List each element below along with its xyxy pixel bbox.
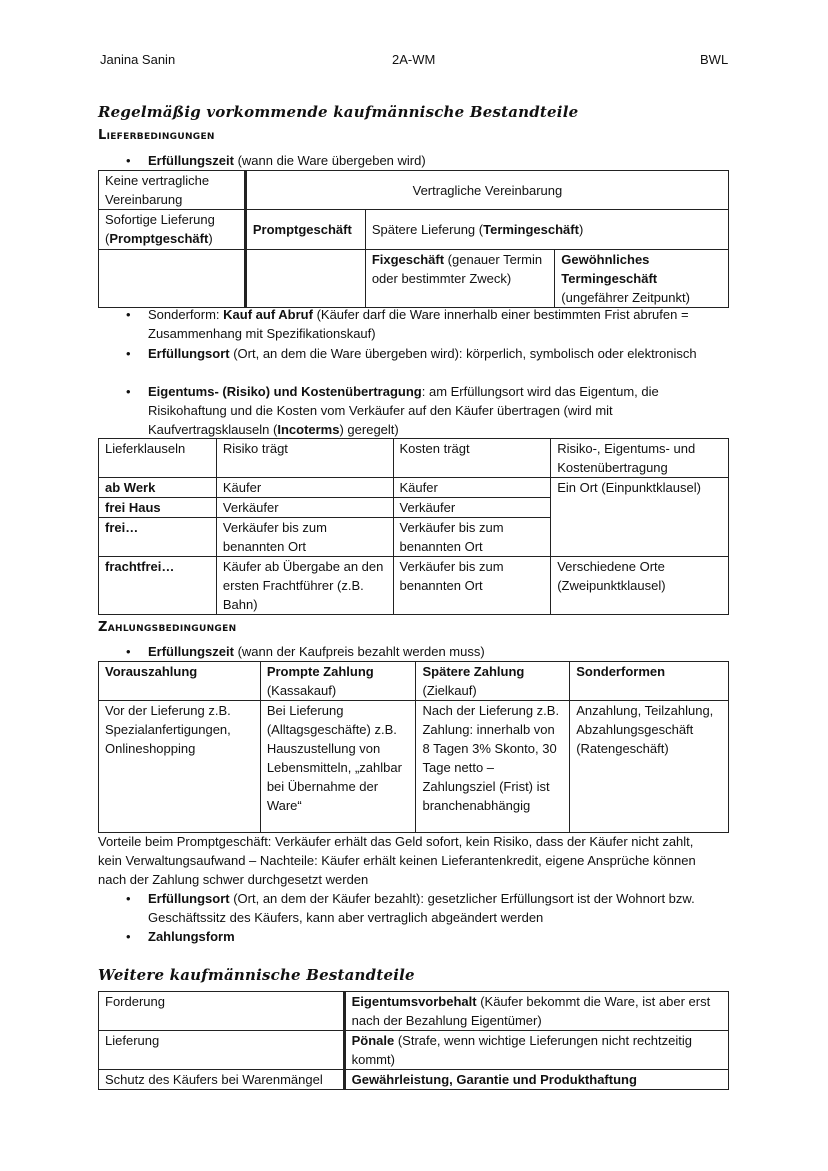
header-lieferklauseln: Lieferklauseln — [99, 439, 217, 478]
table-row-clause: frachtfrei… — [99, 557, 217, 615]
bullet-dot: • — [126, 644, 131, 659]
cell-spaetere-zahlung: Nach der Lieferung z.B. Zahlung: innerhalb von 8 Tagen 3% Skonto, 30 Tage netto – Zahlungsziel (Frist) ist branchenabhängig — [416, 701, 570, 833]
header-prompte-zahlung: Prompte Zahlung (Kassakauf) — [260, 662, 416, 701]
cell-sofortige-lieferung: Sofortige Lieferung (Promptgeschäft) — [99, 210, 246, 250]
cell-empty — [99, 250, 246, 308]
cell-zweipunktklausel: Verschiedene Orte (Zweipunktklausel) — [551, 557, 729, 615]
header-subject: BWL — [700, 52, 729, 67]
section-heading-lieferbedingungen: Lieferbedingungen — [98, 128, 215, 143]
cell-poenale: Pönale (Strafe, wenn wichtige Lieferungen nicht rechtzeitig kommt) — [344, 1031, 728, 1070]
header-uebertragung: Risiko-, Eigentums- und Kostenübertragung — [551, 439, 729, 478]
table-row-cost: Verkäufer — [393, 498, 551, 518]
cell-sonderformen: Anzahlung, Teilzahlung, Abzahlungsgeschäft (Ratengeschäft) — [570, 701, 729, 833]
cell-vertragliche-vereinbarung: Vertragliche Vereinbarung — [245, 171, 728, 210]
table-row-clause: frei Haus — [99, 498, 217, 518]
cell-promptgeschaeft: Promptgeschäft — [245, 210, 365, 250]
cell-gewaehrleistung: Gewährleistung, Garantie und Produkthaftung — [344, 1070, 728, 1090]
cell-spaetere-lieferung: Spätere Lieferung (Termingeschäft) — [365, 210, 728, 250]
cell-forderung: Forderung — [99, 992, 345, 1031]
cell-einpunktklausel: Ein Ort (Einpunktklausel) — [551, 478, 729, 557]
bullet-kauf-auf-abruf: • Sonderform: Kauf auf Abruf (Käufer darf die Ware innerhalb einer bestimmten Frist abrufen = Zusammenhang mit Spezifikationskauf) — [126, 307, 689, 341]
paragraph-promptgeschaeft: Vorteile beim Promptgeschäft: Verkäufer erhält das Geld sofort, kein Risiko, dass der Käufer nicht zahlt, kein Verwaltungsaufwand – Nachteile: Käufer erhält keinen Lieferantenkredit, eigene Ansprüche können nach der Zahlung schwer durchgesetzt werden — [98, 834, 696, 887]
table-row-risk: Käufer — [216, 478, 393, 498]
table-row-clause: frei… — [99, 518, 217, 557]
bullet-erfuellungsort-liefer: • Erfüllungsort (Ort, an dem die Ware übergeben wird): körperlich, symbolisch oder elektronisch — [126, 346, 697, 361]
bullet-dot: • — [126, 384, 131, 399]
bullet-eigentumsuebertragung: • Eigentums- (Risiko) und Kostenübertragung: am Erfüllungsort wird das Eigentum, die Risikohaftung und die Kosten vom Verkäufer auf den Käufer übertragen (wird mit Kaufvertragsklauseln (Incoterms) geregelt) — [126, 384, 659, 437]
header-vorauszahlung: Vorauszahlung — [99, 662, 261, 701]
section-title-weitere: Weitere kaufmännische Bestandteile — [98, 966, 415, 984]
header-spaetere-zahlung: Spätere Zahlung (Zielkauf) — [416, 662, 570, 701]
cell-lieferung: Lieferung — [99, 1031, 345, 1070]
bullet-dot: • — [126, 153, 131, 168]
header-sonderformen: Sonderformen — [570, 662, 729, 701]
header-class: 2A-WM — [392, 52, 436, 67]
bullet-erfuellungszeit-liefer: • Erfüllungszeit (wann die Ware übergeben wird) — [126, 153, 426, 168]
header-risiko: Risiko trägt — [216, 439, 393, 478]
page-title: Regelmäßig vorkommende kaufmännische Bestandteile — [98, 103, 579, 121]
bullet-dot: • — [126, 929, 131, 944]
table-erfuellungszeit — [98, 170, 729, 308]
table-row-risk: Käufer ab Übergabe an den ersten Frachtführer (z.B. Bahn) — [216, 557, 393, 615]
bullet-dot: • — [126, 307, 131, 322]
header-author: Janina Sanin — [100, 52, 176, 67]
table-lieferklauseln — [98, 438, 729, 615]
table-row-risk: Verkäufer — [216, 498, 393, 518]
cell-schutz-kaeufer: Schutz des Käufers bei Warenmängel — [99, 1070, 345, 1090]
cell-vorauszahlung: Vor der Lieferung z.B. Spezialanfertigungen, Onlineshopping — [99, 701, 261, 833]
cell-prompte-zahlung: Bei Lieferung (Alltagsgeschäfte) z.B. Hauszustellung von Lebensmitteln, „zahlbar bei Übernahme der Ware“ — [260, 701, 416, 833]
cell-gewoehnliches-termingeschaeft: Gewöhnliches Termingeschäft (ungefährer Zeitpunkt) — [555, 250, 729, 308]
table-weitere-bestandteile — [98, 991, 729, 1090]
table-row-cost: Käufer — [393, 478, 551, 498]
table-row-risk: Verkäufer bis zum benannten Ort — [216, 518, 393, 557]
cell-fixgeschaeft: Fixgeschäft (genauer Termin oder bestimmter Zweck) — [365, 250, 554, 308]
cell-eigentumsvorbehalt: Eigentumsvorbehalt (Käufer bekommt die Ware, ist aber erst nach der Bezahlung Eigentümer) — [344, 992, 728, 1031]
cell-empty — [245, 250, 365, 308]
bullet-erfuellungszeit-zahlung: • Erfüllungszeit (wann der Kaufpreis bezahlt werden muss) — [126, 644, 485, 659]
header-kosten: Kosten trägt — [393, 439, 551, 478]
bullet-erfuellungsort-zahlung: • Erfüllungsort (Ort, an dem der Käufer bezahlt): gesetzlicher Erfüllungsort ist der Wohnort bzw. Geschäftssitz des Käufers, kann aber vertraglich abgeändert werden — [126, 891, 695, 925]
bullet-dot: • — [126, 346, 131, 361]
table-row-cost: Verkäufer bis zum benannten Ort — [393, 557, 551, 615]
table-zahlungsarten — [98, 661, 729, 833]
table-row-cost: Verkäufer bis zum benannten Ort — [393, 518, 551, 557]
cell-keine-vereinbarung: Keine vertragliche Vereinbarung — [99, 171, 246, 210]
section-heading-zahlungsbedingungen: Zahlungsbedingungen — [98, 620, 237, 635]
bullet-zahlungsform: • Zahlungsform — [126, 929, 235, 944]
bullet-dot: • — [126, 891, 131, 906]
table-row-clause: ab Werk — [99, 478, 217, 498]
